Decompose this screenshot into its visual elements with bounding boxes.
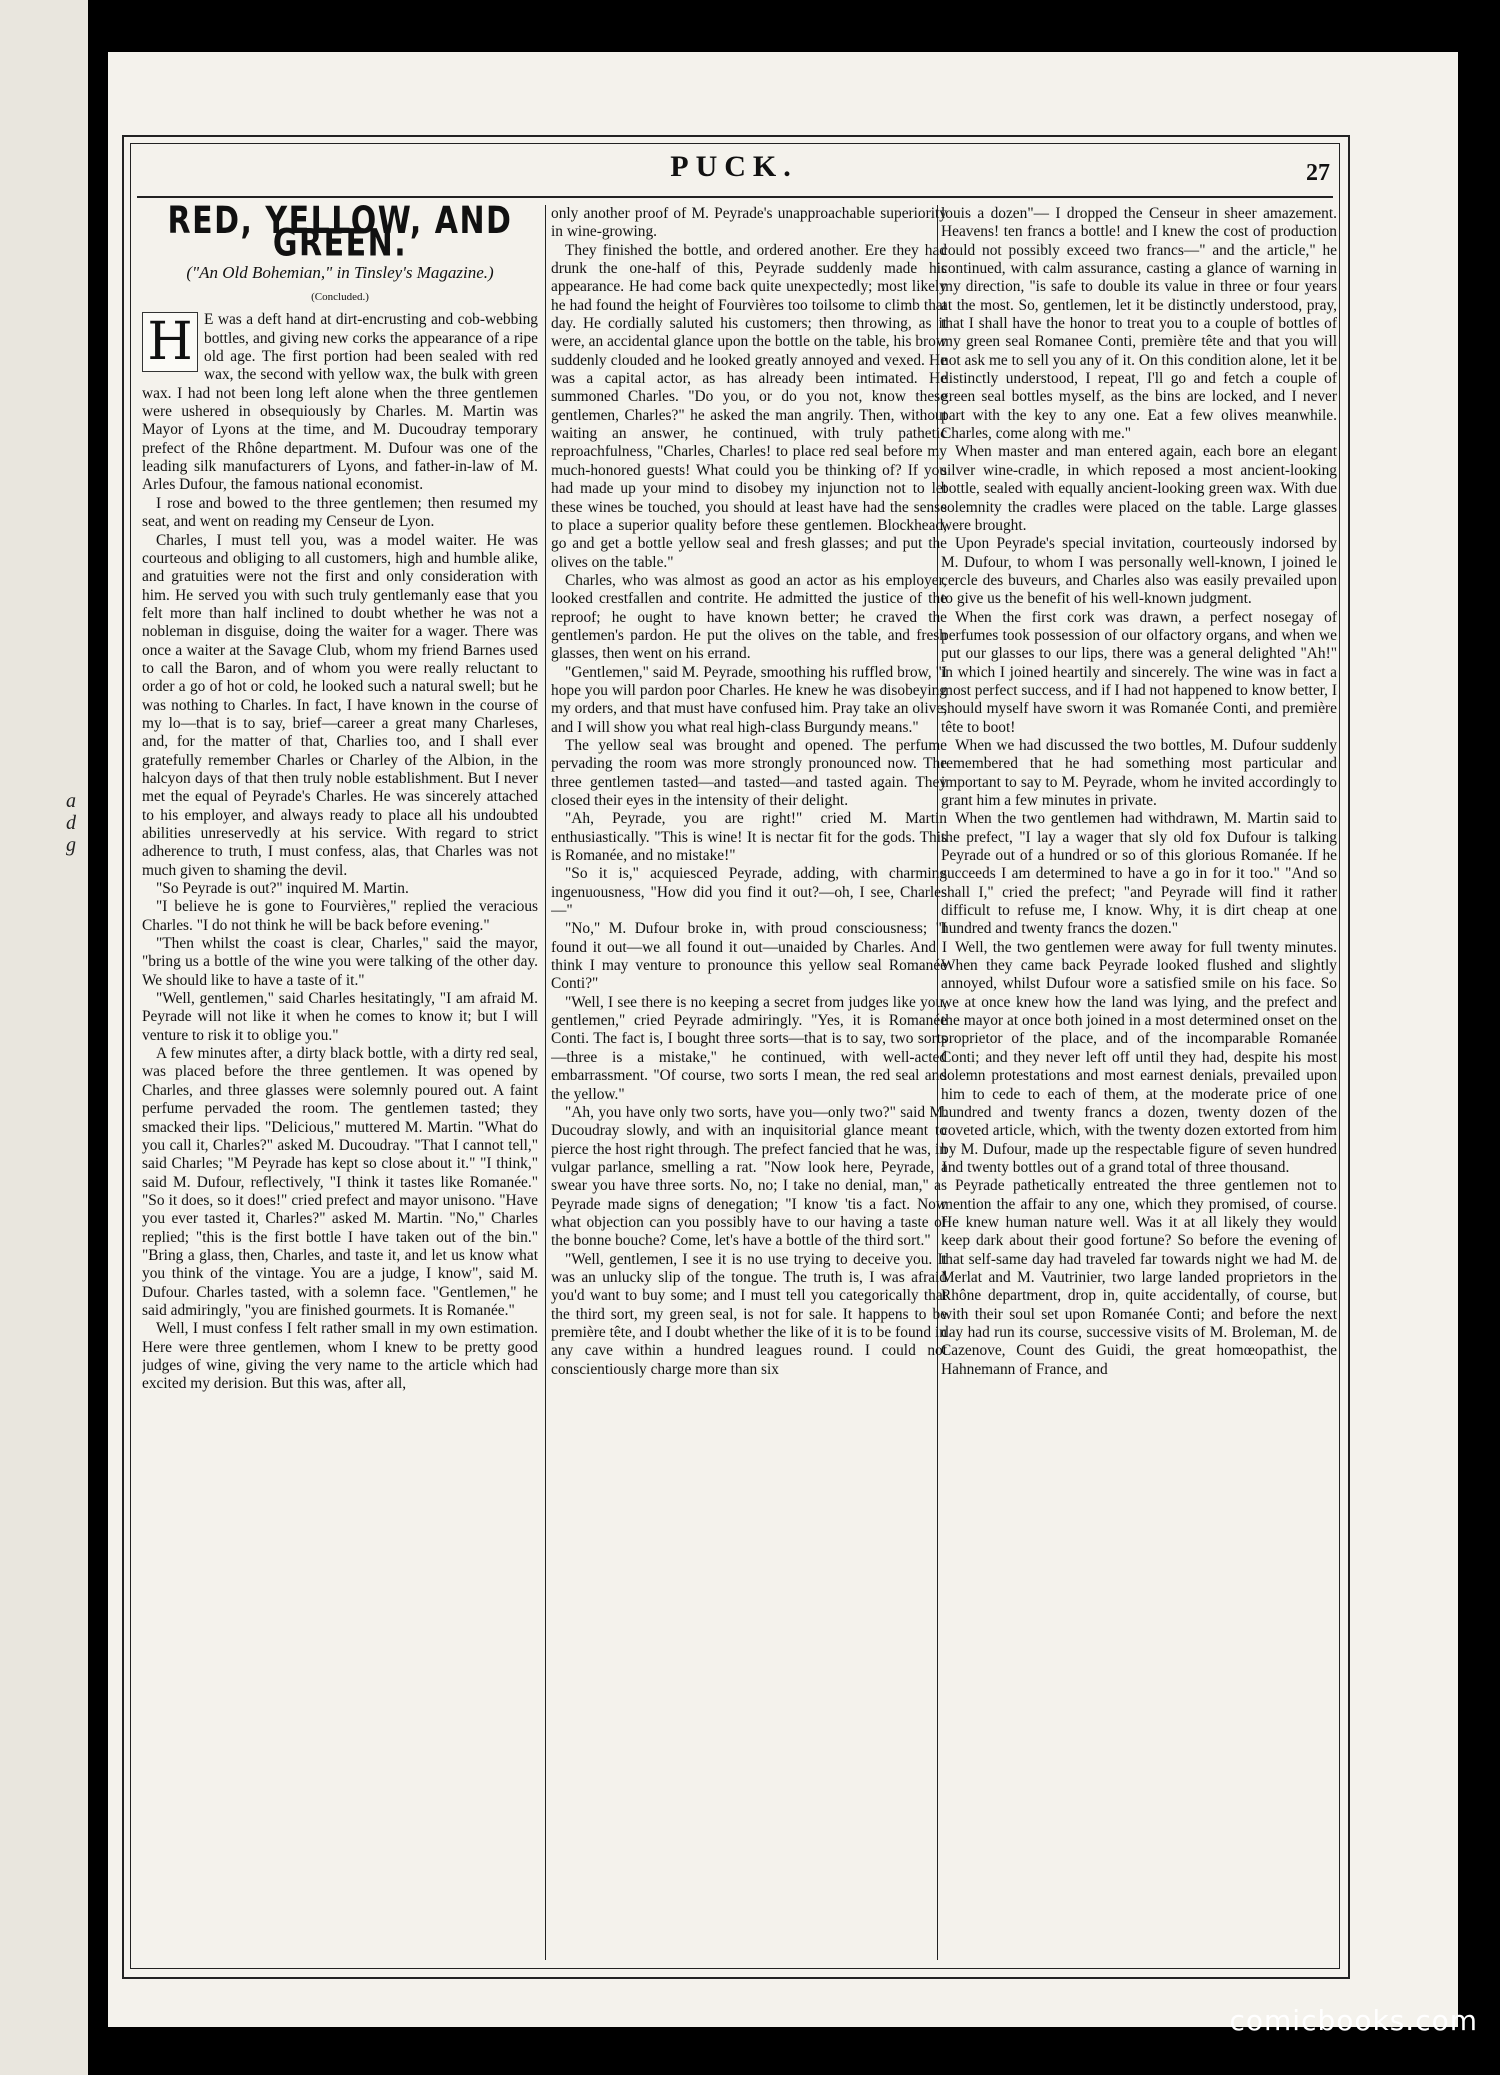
paragraph: "Ah, Peyrade, you are right!" cried M. Martin enthusiastically. "This is wine! It is nectar fit for the gods. This is Romanée, and no mistake!" <box>551 810 947 865</box>
paragraph: When the two gentlemen had withdrawn, M. Martin said to the prefect, "I lay a wager that sly old fox Dufour is talking Peyrade out of a hundred or so of this glorious Romanée. If he succeeds I am determined to have a go in for it too." "And so shall I," cried the prefect; "and Peyrade will find it rather difficult to refuse me, I know. Why, it is dirt cheap at one hundred and twenty francs the dozen." <box>941 810 1337 938</box>
paragraph: "Well, I see there is no keeping a secret from judges like you, gentlemen," cried Peyrade admiringly. "Yes, it is Romanée Conti. The fact is, I bought three sorts—that is to say, two sorts—three is a mistake," he continued, with well-acted embarrassment. "Of course, two sorts I mean, the red seal and the yellow." <box>551 993 947 1103</box>
column-rule <box>545 205 546 1960</box>
column-2-body <box>551 205 947 1379</box>
paragraph: When master and man entered again, each bore an elegant silver wine-cradle, in which reposed a most ancient-looking bottle, sealed with equally ancient-looking green wax. With due solemnity the cradles were placed on the table. Large glasses were brought. <box>941 443 1337 534</box>
paragraph: When we had discussed the two bottles, M. Dufour suddenly remembered that he had something most particular and important to say to M. Peyrade, whom he invited accordingly to grant him a few minutes in private. <box>941 736 1337 809</box>
paragraph: "Well, gentlemen," said Charles hesitatingly, "I am afraid M. Peyrade will not like it when he comes to know it; but I will venture to risk it to oblige you." <box>142 990 538 1044</box>
story-source: ("An Old Bohemian," in Tinsley's Magazine.) <box>186 262 494 282</box>
paragraph: "Gentlemen," said M. Peyrade, smoothing his ruffled brow, "I hope you will pardon poor Charles. He knew he was disobeying my orders, and that must have confused him. Pray take an olive, and I will show you what real high-class Burgundy means." <box>551 663 947 736</box>
paragraph: I rose and bowed to the three gentlemen; then resumed my seat, and went on reading my Censeur de Lyon. <box>142 494 538 531</box>
paragraph: The yellow seal was brought and opened. The perfume pervading the room was more strongly pronounced now. The three gentlemen tasted—and tasted—and tasted again. They closed their eyes in the intensity of their delight. <box>551 736 947 809</box>
paragraph: "No," M. Dufour broke in, with proud consciousness; "I found it out—we all found it out—unaided by Charles. And I think I may venture to pronounce this yellow seal Romanée Conti?" <box>551 920 947 993</box>
masthead: PUCK. <box>670 150 798 183</box>
page-number: 27 <box>1306 160 1330 186</box>
previous-page-fragment: g <box>66 834 76 856</box>
first-paragraph-text: E was a deft hand at dirt-encrusting and cob-webbing bottles, and giving new corks the appearance of a ripe old age. The first portion had been sealed with red wax, the second with yellow wax, the bulk with green wax. I had not been long left alone when the three gentlemen were ushered in obsequiously by Charles. M. Martin was Mayor of Lyons at the time, and M. Ducoudray temporary prefect of the Rhône department. M. Dufour was one of the leading silk manufacturers of Lyons, and father-in-law of M. Arles Dufour, the famous national economist. <box>142 311 538 494</box>
paragraph: Well, I must confess I felt rather small in my own estimation. Here were three gentlemen, whom I knew to be pretty good judges of wine, giving the very name to the article which had excited my derision. But this was, after all, <box>142 1320 538 1393</box>
watermark: comicbooks.com <box>1229 2004 1478 2037</box>
story-title: RED, YELLOW, AND GREEN. <box>167 205 513 266</box>
paragraph: only another proof of M. Peyrade's unapproachable superiority in wine-growing. <box>551 205 947 241</box>
column-3 <box>941 205 1337 1960</box>
paragraph: "Then whilst the coast is clear, Charles," said the mayor, "bring us a bottle of the wine you were talking of the other day. We should like to have a taste of it." <box>142 935 538 989</box>
column-1 <box>142 205 538 1960</box>
previous-page-edge <box>0 0 88 2075</box>
paragraph: "Well, gentlemen, I see it is no use trying to deceive you. It was an unlucky slip of the tongue. The truth is, I was afraid you'd want to buy some; and I must tell you categorically that the third sort, my green seal, is not for sale. It happens to be première tête, and I doubt whether the like of it is to be found in any cave within a hundred leagues round. I could not conscientiously charge more than six <box>551 1250 947 1378</box>
paragraph: They finished the bottle, and ordered another. Ere they had drunk the one-half of this, Peyrade suddenly made his appearance. He had come back quite unexpectedly; most likely he had found the height of Fourvières too toilsome to climb that day. He cordially saluted his customers; then throwing, as it were, an accidental glance upon the bottle on the table, his brow suddenly clouded and he looked greatly annoyed and vexed. He was a capital actor, as has already been intimated. He summoned Charles. "Do you, or do you not, know these gentlemen, Charles?" he asked the man angrily. Then, without waiting an answer, he continued, with truly pathetic reproachfulness, "Charles, Charles! to place red seal before my much-honored guests! What could you be thinking of? If you had made up your mind to disobey my injunction not to let these wines be touched, you should at least have had the sense to place a superior quality before these gentlemen. Blockhead, go and get a bottle yellow seal and fresh glasses; and put the olives on the table." <box>551 241 947 571</box>
paragraph: Upon Peyrade's special invitation, courteously indorsed by M. Dufour, to whom I was personally well-known, I joined le cercle des buveurs, and Charles also was easily prevailed upon to give us the benefit of his well-known judgment. <box>941 535 1337 608</box>
paragraph: "So Peyrade is out?" inquired M. Martin. <box>156 880 409 898</box>
paragraph: "So it is," acquiesced Peyrade, adding, with charming ingenuousness, "How did you find it out?—oh, I see, Charles—" <box>551 865 947 920</box>
paragraph: louis a dozen"— I dropped the Censeur in sheer amazement. Heavens! ten francs a bottle! and I knew the cost of production could not possibly exceed two francs—" and the article," he continued, with calm assurance, casting a glance of warning in my direction, "is safe to double its value in three or four years at the most. So, gentlemen, let it be distinctly understood, pray, that I shall have the honor to treat you to a couple of bottles of my green seal Romanee Conti, première tête and that you will not ask me to sell you any of it. On this condition alone, let it be distinctly understood, I repeat, I'll go and fetch a couple of green seal bottles myself, as the bins are locked, and I never part with the key to any one. Eat a few olives meanwhile. Charles, come along with me." <box>941 205 1337 443</box>
drop-cap: H <box>142 312 198 372</box>
paragraph: When the first cork was drawn, a perfect nosegay of perfumes took possession of our olfactory organs, and when we put our glasses to our lips, there was a general delighted "Ah!" in which I joined heartily and sincerely. The wine was in fact a most perfect success, and if I had not happened to know better, I should myself have sworn it was Romanée Conti, and première tête to boot! <box>941 608 1337 736</box>
previous-page-fragment: a <box>66 790 76 812</box>
paragraph: Well, the two gentlemen were away for full twenty minutes. When they came back Peyrade looked flushed and slightly annoyed, whilst Dufour wore a satisfied smile on his face. So we at once knew how the land was lying, and the prefect and the mayor at once both joined in a most determined onset on the proprietor of the place, and of the incomparable Romanée Conti; and they never left off until they had, despite his most solemn protestations and most earnest denials, prevailed upon him to cede to each of them, at the moderate price of one hundred and twenty francs a dozen, twenty dozen of the coveted article, which, with the twenty dozen extorted from him by M. Dufour, made up the respectable figure of seven hundred and twenty bottles out of a grand total of three thousand. <box>941 938 1337 1176</box>
paragraph: Charles, I must tell you, was a model waiter. He was courteous and obliging to all customers, high and humble alike, and gratuities were not the first and only consideration with him. He served you with such truly gentlemanly ease that you felt more than half inclined to doubt whether he was not a nobleman in disguise, doing the waiter for a wager. There was once a waiter at the Savage Club, whom my friend Barnes used to call the Baron, and of whom you were really reluctant to order a go of hot or cold, he looked such a natural swell; but he was nothing to Charles. In fact, I have known in the course of my lo—that is to say, brief—career a great many Charleses, and, for the matter of that, Charlies too, and I shall ever gratefully remember Charles or Charley of the Albion, in the halcyon days of that then truly noble establishment. But I never met the equal of Peyrade's Charles. He was sincerely attached to his employer, and always ready to place all his undoubted abilities unreservedly at his service. With regard to strict adherence to truth, I must confess, alas, that Charles was not much given to shaming the devil. <box>142 531 538 879</box>
concluded-note: (Concluded.) <box>311 291 369 304</box>
column-2 <box>551 205 947 1960</box>
paragraph: Charles, who was almost as good an actor as his employer, looked crestfallen and contrite. He admitted the justice of the reproof; he ought to have known better; he craved the gentlemen's pardon. He put the olives on the table, and fresh glasses, then went on his errand. <box>551 571 947 663</box>
column-3-body <box>941 205 1337 1379</box>
header-rule <box>137 196 1333 198</box>
paragraph: Peyrade pathetically entreated the three gentlemen not to mention the affair to any one, which they promised, of course. He knew human nature well. Was it at all likely they would keep dark about their good fortune? So before the evening of that self-same day had traveled far towards night we had M. de Merlat and M. Vautrinier, two large landed proprietors in the Rhône department, drop in, quite accidentally, of course, but with their soul set upon Romanée Conti; and before the next day had run its course, successive visits of M. Broleman, M. de Cazenove, Count des Guidi, the great homœopathist, the Hahnemann of France, and <box>941 1177 1337 1378</box>
paragraph: "I believe he is gone to Fourvières," replied the veracious Charles. "I do not think he will be back before evening." <box>142 898 538 934</box>
column-1-body <box>142 495 538 1394</box>
paragraph: "Ah, you have only two sorts, have you—only two?" said M. Ducoudray slowly, and with an inquisitorial glance meant to pierce the host right through. The prefect fancied that he was, in vulgar parlance, smelling a rat. "Now look here, Peyrade, I swear you have three sorts. No, no; I take no denial, man," as Peyrade made signs of denegation; "I know 'tis a fact. Now what objection can you possibly have to our having a taste of the bonne bouche? Come, let's have a bottle of the third sort." <box>551 1103 947 1250</box>
first-paragraph <box>142 311 538 494</box>
previous-page-fragment: d <box>66 812 76 834</box>
paragraph: A few minutes after, a dirty black bottle, with a dirty red seal, was placed before the three gentlemen. It was opened by Charles, and three glasses were solemnly poured out. A faint perfume pervaded the room. The gentlemen tasted; they smacked their lips. "Delicious," muttered M. Martin. "What do you call it, Charles?" asked M. Ducoudray. "That I cannot tell," said Charles; "M Peyrade has kept so close about it." "I think," said M. Dufour, reflectively, "I think it tastes like Romanée." "So it does, so it does!" cried prefect and mayor unisono. "Have you ever tasted it, Charles?" asked M. Martin. "No," Charles replied; "this is the first bottle I have taken out of the bin." "Bring a glass, then, Charles, and taste it, and let us know what you think of the vintage. You are a judge, I know", said M. Dufour. Charles tasted, with a solemn face. "Gentlemen," he said admiringly, "you are finished gourmets. It is Romanée." <box>142 1045 538 1319</box>
